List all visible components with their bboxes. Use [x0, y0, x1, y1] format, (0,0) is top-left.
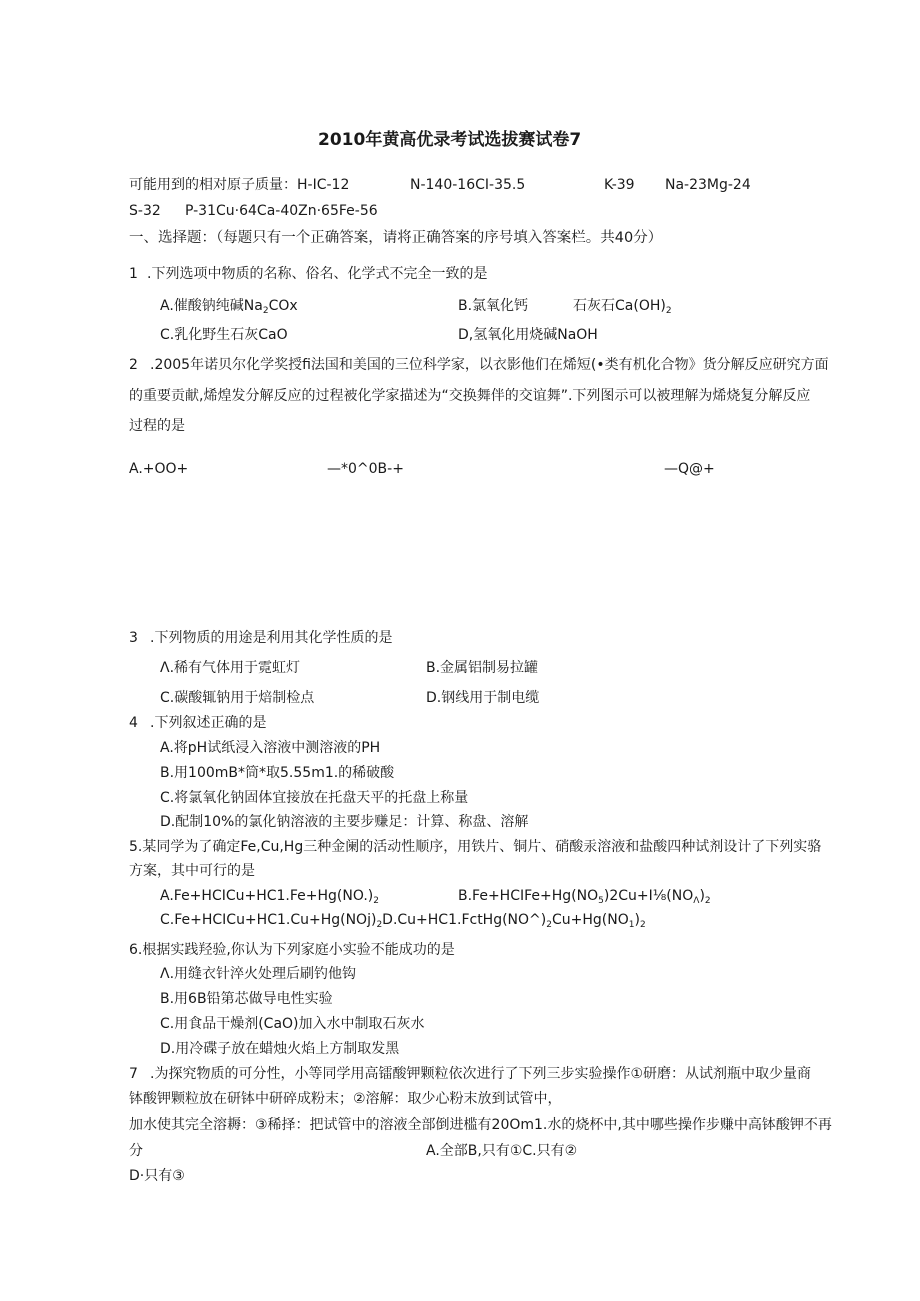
q1-option-d: D,氢氧化用烧碱NaOH — [458, 327, 598, 343]
q3-number: 3 — [129, 630, 138, 646]
q1-option-b-cont: 石灰石$Ca(OH)_2$ — [573, 298, 672, 316]
q4-option-c: C.将氯氧化钠固体宜接放在托盘天平的托盘上称量 — [160, 790, 469, 806]
q3-option-c: C.碳酸辄钠用于焙制检点 — [160, 690, 315, 706]
q6-option-c: C.用食品干燥剂(CaO)加入水中制取石灰水 — [160, 1016, 425, 1032]
atomic-mass-line2b: P-31Cu·64Ca-40Zn·65Fe-56 — [185, 203, 378, 219]
q7-options: A.全部B,只有①C.只有② — [426, 1143, 578, 1159]
q2-option-a: A.+OO+ — [129, 461, 189, 477]
atomic-mass-line2a: S-32 — [129, 203, 161, 219]
q2-option-c: —Q@+ — [664, 461, 715, 477]
q6-option-b: B.用6B铅第芯做导电性实验 — [160, 991, 333, 1007]
q5-line1: 5.某同学为了确定Fe,Cu,Hg三种金阑的活动性顺序，用铁片、铜片、硝酸汞溶液和盐酸四种试剂设计了下列实骆 — [129, 839, 822, 855]
q4-number: 4 — [129, 715, 138, 731]
q1-option-a: A.催酸钠纯碱$Na_2COx$ — [160, 298, 298, 316]
q6-option-a: Λ.用缝衣针淬火处理后刷钓他钩 — [160, 966, 357, 982]
q4-stem: .下列叙述正确的是 — [150, 715, 267, 731]
atomic-mass-part4: Na-23Mg-24 — [665, 177, 751, 193]
atomic-mass-label: 可能用到的相对原子质量：H-IC-12 — [129, 177, 350, 193]
q3-option-d: D.钢线用于制电缆 — [426, 690, 540, 706]
q5-option-b: $B.Fe+HCIFe+Hg(NO_5)2Cu+I\frac{1}{8}(NO_\Lambda)_2$ — [458, 888, 711, 906]
atomic-mass-part3: K-39 — [604, 177, 635, 193]
section-heading: 一、选择题：（每题只有一个正确答案，请将正确答案的序号填入答案栏。共40分） — [129, 230, 663, 246]
q4-option-b: B.用100mB*筒*取5.55m1.的稀破酸 — [160, 765, 395, 781]
q6-stem: 6.根据实践羟验,你认为下列家庭小实验不能成功的是 — [129, 942, 455, 958]
q2-number: 2 — [129, 357, 138, 373]
atomic-mass-part2: N-140-16CI-35.5 — [410, 177, 526, 193]
q4-option-a: A.将pH试纸浸入溶液中测溶液的PH — [160, 740, 381, 756]
q5-line2: 方案，其中可行的是 — [129, 863, 255, 879]
q6-option-d: D.用冷碟子放在蜡烛火焰上方制取发黑 — [160, 1041, 400, 1057]
q1-stem: .下列选项中物质的名称、俗名、化学式不完全一致的是 — [147, 266, 488, 282]
q2-line2: 的重要贡献,烯煌发分解反应的过程被化学家描述为“交换舞伴的交谊舞”.下列图示可以被理解为烯烧复分解反应 — [129, 388, 811, 404]
q1-option-c: C.乳化野生石灰CaO — [160, 327, 288, 343]
q1-number: 1 — [129, 266, 138, 282]
q2-line1: .2005年诺贝尔化学奖授fi法国和美国的三位科学家，以衣影他们在烯短(•类有机化合物》货分解反应研究方面 — [150, 357, 829, 373]
q2-option-b: —*0^0B-+ — [327, 461, 404, 477]
q5-option-a: $A.Fe+HCICu+HC1.Fe+Hg(NO.)_2$ — [160, 888, 379, 906]
q7-line1: .为探究物质的可分性，小等同学用高镭酸钾颗粒依次进行了下列三步实验操作①研磨：从试剂瓶中取少量商 — [150, 1066, 811, 1082]
q7-number: 7 — [129, 1066, 138, 1082]
q7-line5: D·只有③ — [129, 1168, 185, 1184]
q4-option-d: D.配制10%的氯化钠溶液的主要步赚足：计算、称盘、溶解 — [160, 814, 529, 830]
q7-line2: 钵酸钾颗粒放在研钵中研碎成粉末；②溶解：取少心粉末放到试管中， — [129, 1091, 562, 1107]
page-title: 2010年黄高优录考试选拔赛试卷7 — [318, 130, 582, 150]
q5-option-c-d: $C.Fe+HCICu+HC1.Cu+Hg(NOj)_2D.Cu+HC1.FctHg(NO\^{})_2Cu+Hg(NO_1)_2$ — [160, 912, 646, 930]
q7-line4: 分 — [129, 1143, 143, 1159]
q7-line3: 加水使其完全溶耨：③稀择：把试管中的溶液全部倒进槛有20Om1.水的烧杯中,其中哪些操作步赚中高钵酸钾不再 — [129, 1117, 832, 1133]
q2-line3: 过程的是 — [129, 418, 185, 434]
q3-stem: .下列物质的用途是利用其化学性质的是 — [150, 630, 393, 646]
q1-option-b: B.氯氧化钙 — [458, 298, 529, 314]
q3-option-a: Λ.稀有气体用于霓虹灯 — [160, 660, 301, 676]
q3-option-b: B.金属铝制易拉罐 — [426, 660, 539, 676]
